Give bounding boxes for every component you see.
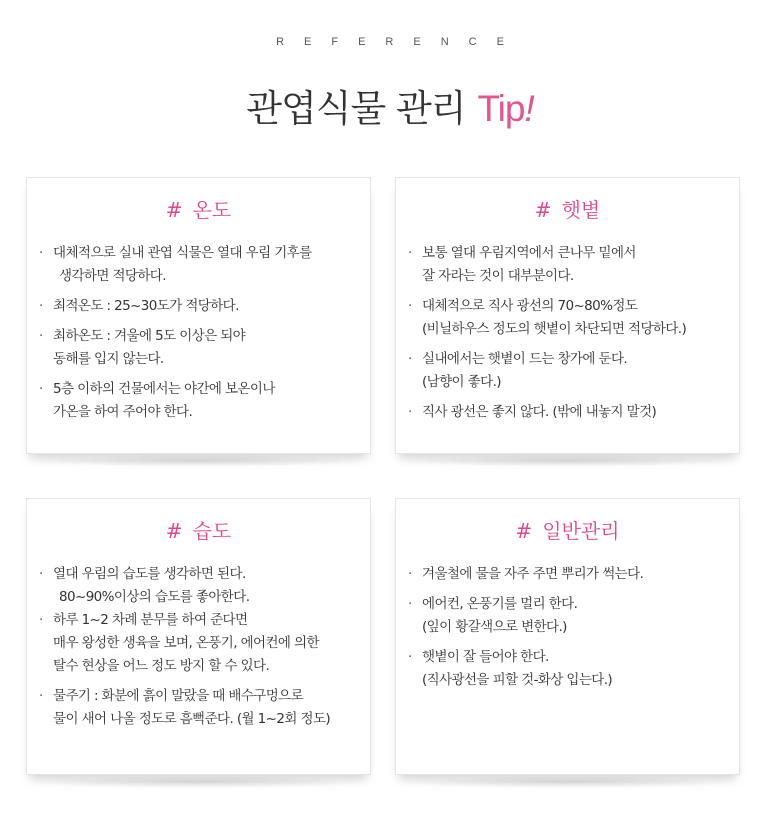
card-temperature <box>26 177 371 454</box>
hash-mark: # <box>515 519 533 543</box>
list-item: · 5층 이하의 건물에서는 야간에 보온이나 가온을 하여 주어야 한다. <box>39 378 362 424</box>
list-item: · 에어컨, 온풍기를 멀리 한다. (잎이 황갈색으로 변한다.) <box>408 593 731 639</box>
bullet-list <box>39 563 362 738</box>
page-title <box>0 78 780 132</box>
card-humidity <box>26 498 371 775</box>
title-exclamation: ! <box>524 88 534 129</box>
card-title <box>396 515 739 544</box>
card-title-text: 햇볕 <box>561 198 601 222</box>
hash-mark: # <box>165 519 183 543</box>
list-item: · 최적온도 : 25~30도가 적당하다. <box>39 295 362 318</box>
hash-mark: # <box>165 198 183 222</box>
card-title <box>27 194 370 223</box>
card-title <box>27 515 370 544</box>
list-item: · 실내에서는 햇볕이 드는 창가에 둔다. (남향이 좋다.) <box>408 348 731 394</box>
hash-mark: # <box>534 198 552 222</box>
reference-label: REFERENCE <box>276 36 524 48</box>
list-item: · 대체적으로 실내 관엽 식물은 열대 우림 기후를 생각하면 적당하다. <box>39 242 362 288</box>
list-item: · 최하온도 : 겨울에 5도 이상은 되야 동해를 입지 않는다. <box>39 325 362 371</box>
list-item: · 하루 1~2 차례 분무를 하여 준다면 매우 왕성한 생육을 보며, 온풍기, 에어컨에 의한 탈수 현상을 어느 정도 방지 할 수 있다. <box>39 609 362 678</box>
list-item: · 열대 우림의 습도를 생각하면 된다. 80~90%이상의 습도를 좋아한다. <box>39 563 362 609</box>
card-title <box>396 194 739 223</box>
list-item: · 물주기 : 화분에 흙이 말랐을 때 배수구멍으로 물이 새어 나올 정도로 흠뻑준다. (월 1~2회 정도) <box>39 685 362 731</box>
bullet-list <box>39 242 362 431</box>
bullet-list <box>408 563 731 699</box>
card-title-text: 온도 <box>192 198 232 222</box>
list-item: · 햇볕이 잘 들어야 한다. (직사광선을 피할 것-화상 입는다.) <box>408 646 731 692</box>
card-title-text: 습도 <box>192 519 232 543</box>
card-general-care <box>395 498 740 775</box>
list-item: · 겨울철에 물을 자주 주면 뿌리가 썩는다. <box>408 563 731 586</box>
title-main: 관엽식물 관리 <box>246 87 466 130</box>
bullet-list <box>408 242 731 431</box>
list-item: · 보통 열대 우림지역에서 큰나무 밑에서 잘 자라는 것이 대부분이다. <box>408 242 731 288</box>
list-item: · 대체적으로 직사 광선의 70~80%정도 (비닐하우스 정도의 햇볕이 차단되면 적당하다.) <box>408 295 731 341</box>
title-tip: Tip <box>477 88 525 129</box>
card-title-text: 일반관리 <box>542 519 620 543</box>
list-item: · 직사 광선은 좋지 않다. (밖에 내놓지 말것) <box>408 401 731 424</box>
card-sunlight <box>395 177 740 454</box>
